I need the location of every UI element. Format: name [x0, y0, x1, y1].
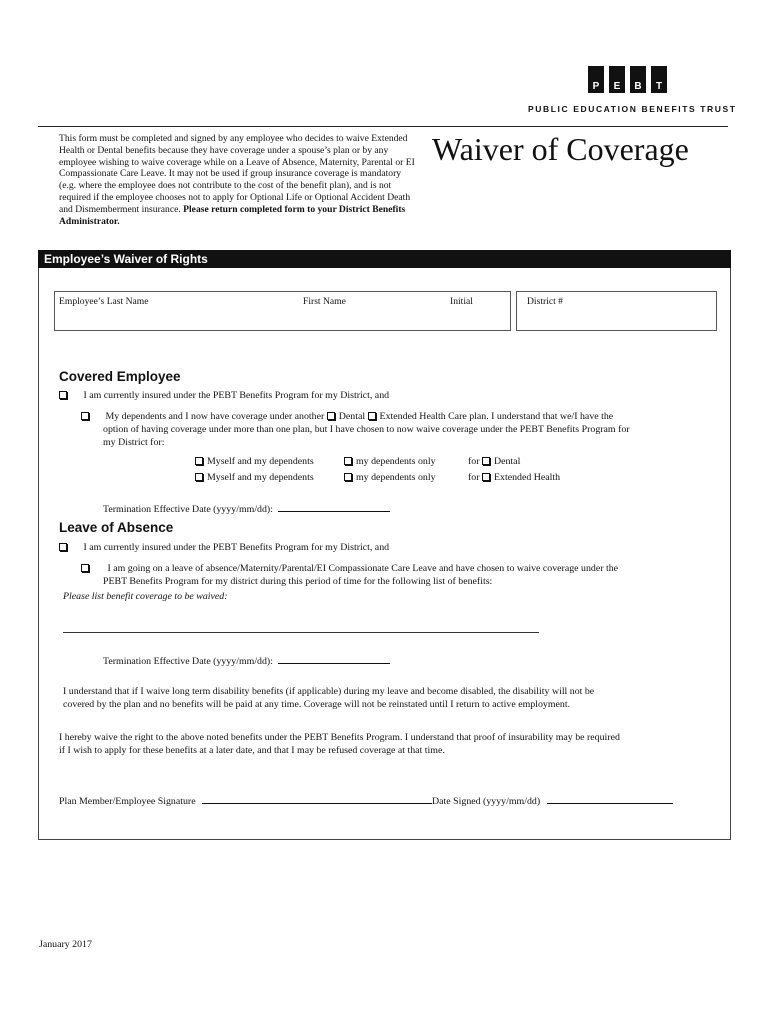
for-label: for [468, 456, 480, 467]
date-signed-label: Date Signed (yyyy/mm/dd) [432, 796, 541, 807]
last-name-label: Employee’s Last Name [59, 296, 149, 307]
logo-block-p [588, 66, 604, 93]
intro-body: This form must be completed and signed by any employee who decides to waive Extended Health or Dental benefits because they have coverage under a spouse’s plan or by any employee wishing to waive coverage while on a Leave of Absence, Maternity, Parental or EI Compassionate Care Leave. It may not be used if group insurance coverage is mandatory (e.g. where the employee does not contribute to the cost of the benefit plan), and is not required if the employee chooses not to apply for Optional Life or Optional Accident Death and Dismemberment insurance. [59, 133, 415, 215]
myself-dependents-checkbox-1[interactable] [195, 457, 203, 465]
option-label: Myself and my dependents [207, 472, 314, 483]
dependents-only-checkbox-2[interactable] [344, 473, 352, 481]
option-label: Dental [493, 456, 521, 467]
logo-letter: T [655, 81, 663, 92]
option-label: Extended Health [493, 472, 561, 483]
logo-tagline: PUBLIC EDUCATION BENEFITS TRUST [528, 104, 737, 114]
covered-line1-text: I am currently insured under the PEBT Benefits Program for my District, and [83, 390, 390, 401]
option-row-1c [468, 456, 520, 469]
waive-line1: I hereby waive the right to the above noted benefits under the PEBT Benefits Program. I understand that proof of insurability may be required [59, 732, 620, 743]
intro-bold: Please return completed form to your District Benefits Administrator. [59, 203, 406, 227]
covered-employee-heading: Covered Employee [59, 369, 181, 384]
initial-label: Initial [450, 296, 473, 307]
benefit-list-prompt: Please list benefit coverage to be waived: [63, 591, 228, 602]
for-label: for [468, 472, 480, 483]
covered-termination [103, 503, 390, 517]
leave-line1 [59, 542, 389, 555]
pebt-logo [588, 66, 667, 93]
dependents-only-checkbox-1[interactable] [344, 457, 352, 465]
option-row-1b [344, 456, 436, 469]
first-name-label: First Name [303, 296, 346, 307]
covered-line2 [81, 411, 613, 424]
ehc-plan-checkbox[interactable] [368, 412, 376, 420]
leave-insured-checkbox[interactable] [59, 543, 67, 551]
myself-dependents-checkbox-2[interactable] [195, 473, 203, 481]
form-title: Waiver of Coverage [432, 131, 689, 167]
leave-line1-text: I am currently insured under the PEBT Benefits Program for my District, and [83, 542, 390, 553]
extended-health-checkbox[interactable] [482, 473, 490, 481]
termination-label: Termination Effective Date (yyyy/mm/dd): [103, 656, 273, 667]
top-divider [38, 126, 728, 127]
leave-line2b: PEBT Benefits Program for my district during this period of time for the following list of benefits: [103, 576, 493, 587]
termination-date-field[interactable] [278, 503, 390, 512]
district-label: District # [527, 296, 563, 307]
signature-label: Plan Member/Employee Signature [59, 796, 196, 807]
footer-date: January 2017 [39, 939, 92, 950]
covered-line2a-text: My dependents and I now have coverage under another [105, 411, 325, 422]
logo-letter: B [634, 81, 642, 92]
disability-line1: I understand that if I waive long term disability benefits (if applicable) during my leave and become disabled, the disability will not be [63, 686, 595, 697]
option-label: my dependents only [356, 456, 436, 467]
date-signed-field[interactable] [547, 795, 673, 804]
leave-termination [103, 655, 390, 669]
option-row-2c [468, 472, 560, 485]
intro-text [59, 133, 419, 227]
option-label: Myself and my dependents [207, 456, 314, 467]
option-row-1 [195, 456, 314, 469]
waive-line2: if I wish to apply for these benefits at a later date, and that I may be refused coverage at that time. [59, 745, 445, 756]
logo-letter: P [592, 81, 600, 92]
option-label: my dependents only [356, 472, 436, 483]
covered-line1 [59, 390, 389, 403]
signature-field[interactable] [202, 795, 432, 804]
covered-line2d: my District for: [103, 437, 165, 448]
leave-of-absence-heading: Leave of Absence [59, 520, 174, 535]
dental-plan-checkbox[interactable] [327, 412, 335, 420]
section-header-text: Employee’s Waiver of Rights [44, 252, 208, 266]
covered-line2b-text: Extended Health Care plan. I understand that we/I have the [379, 411, 614, 422]
logo-block-t [651, 66, 667, 93]
option-row-2b [344, 472, 436, 485]
leave-line2a-text: I am going on a leave of absence/Maternity/Parental/EI Compassionate Care Leave and have chosen to waive coverage under the [107, 563, 619, 574]
logo-block-b [630, 66, 646, 93]
signature-row [59, 795, 673, 809]
option-row-2 [195, 472, 314, 485]
termination-label: Termination Effective Date (yyyy/mm/dd): [103, 504, 273, 515]
logo-block-e [609, 66, 625, 93]
benefit-list-field[interactable] [63, 632, 539, 633]
leave-termination-date-field[interactable] [278, 655, 390, 664]
covered-insured-checkbox[interactable] [59, 391, 67, 399]
dental-plan-label: Dental [338, 411, 366, 422]
leave-line2 [81, 563, 618, 576]
disability-line2: covered by the plan and no benefits will be paid at any time. Coverage will not be reinstated until I return to active employment. [63, 699, 571, 710]
section-header [38, 250, 731, 268]
leave-going-checkbox[interactable] [81, 564, 89, 572]
covered-dependents-checkbox[interactable] [81, 412, 89, 420]
covered-line2c: option of having coverage under more than one plan, but I have chosen to now waive coverage under the PEBT Benefits Program for [103, 424, 630, 435]
dental-checkbox[interactable] [482, 457, 490, 465]
logo-letter: E [613, 81, 621, 92]
